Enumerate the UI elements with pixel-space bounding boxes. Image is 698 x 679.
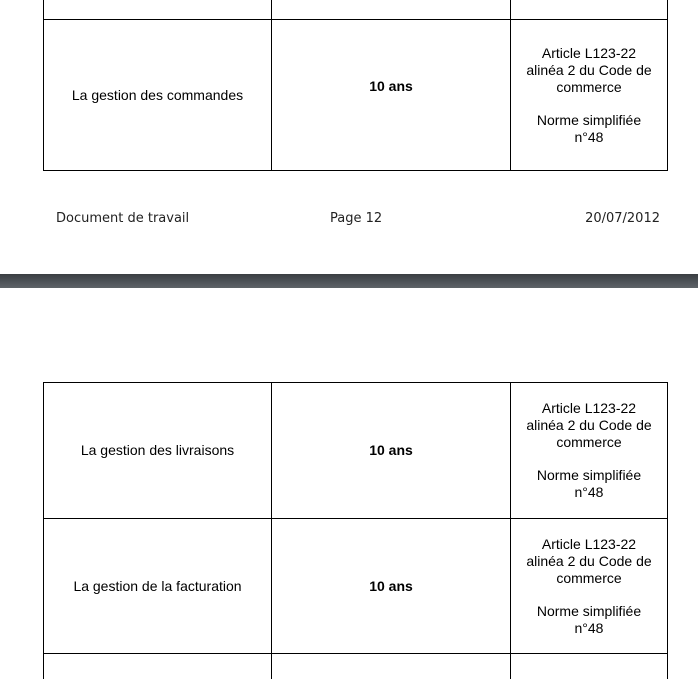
norm-line: Norme simplifiée [536, 111, 642, 128]
page-separator [0, 274, 698, 288]
legal-basis-line: commerce [556, 569, 622, 586]
table-row [44, 519, 668, 654]
legal-basis-cell [511, 383, 668, 519]
table-cell-empty [44, 654, 272, 679]
legal-basis-line: alinéa 2 du Code de [526, 552, 652, 569]
retention-table [43, 382, 668, 679]
duration-cell: 10 ans [272, 20, 511, 171]
table-cell-empty [272, 654, 511, 679]
retention-table [43, 0, 668, 171]
table-row-partial [44, 0, 668, 20]
table-row-partial [44, 654, 668, 679]
norm-line: n°48 [574, 484, 604, 500]
legal-basis-line: alinéa 2 du Code de [526, 61, 652, 78]
duration-cell: 10 ans [272, 519, 511, 654]
legal-basis-cell [511, 20, 668, 171]
legal-basis-line: alinéa 2 du Code de [526, 417, 652, 433]
table-row [44, 20, 668, 171]
norm-line: n°48 [574, 619, 604, 636]
legal-basis-line: commerce [556, 434, 622, 450]
table-cell-empty [44, 0, 272, 20]
legal-basis-cell [511, 519, 668, 654]
table-cell-empty [511, 654, 668, 679]
activity-cell: La gestion de la facturation [44, 519, 272, 654]
table-row [44, 383, 668, 519]
table-cell-empty [511, 0, 668, 20]
footer-date: 20/07/2012 [585, 211, 660, 226]
legal-basis-line: Article L123-22 [541, 400, 637, 416]
legal-basis-line: commerce [556, 78, 622, 95]
table-cell-empty [272, 0, 511, 20]
legal-basis-line: Article L123-22 [541, 44, 637, 61]
norm-line: Norme simplifiée [536, 602, 642, 619]
activity-cell: La gestion des commandes [44, 20, 272, 171]
activity-cell: La gestion des livraisons [44, 383, 272, 519]
norm-line: n°48 [574, 128, 604, 145]
footer-page-number: Page 12 [330, 211, 383, 226]
legal-basis-line: Article L123-22 [541, 535, 637, 552]
duration-cell: 10 ans [272, 383, 511, 519]
footer-document-label: Document de travail [56, 211, 190, 226]
page-12 [0, 0, 698, 274]
norm-line: Norme simplifiée [536, 467, 642, 483]
